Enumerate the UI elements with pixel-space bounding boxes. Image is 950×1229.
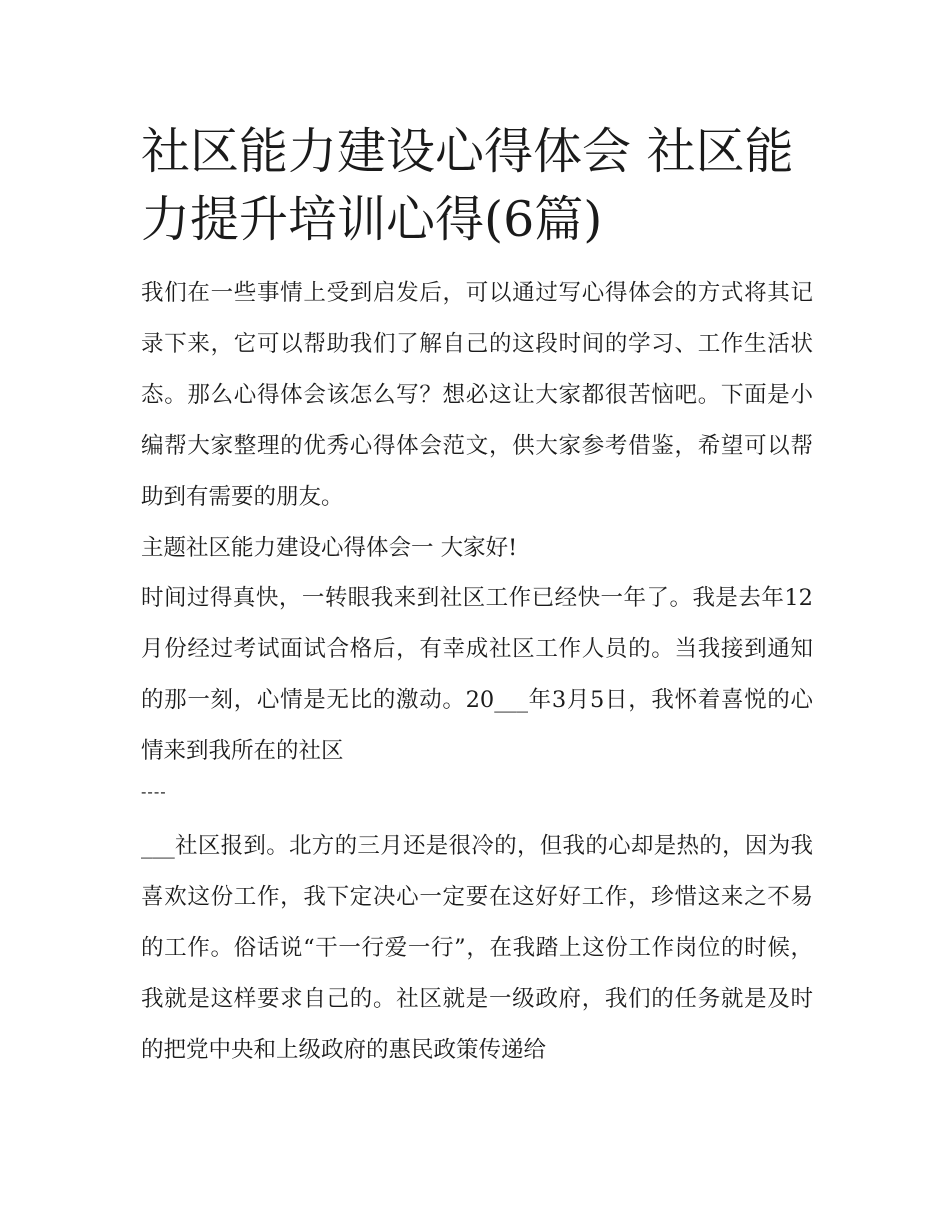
- page-separator: ----: [141, 782, 167, 801]
- body-paragraph-continued: ___社区报到。北方的三月还是很冷的，但我的心却是热的，因为我喜欢这份工作，我下定决心一定要在这好好工作，珍惜这来之不易的工作。俗话说“干一行爱一行”，在我踏上这份工作岗位的时候，我就是这样要求自己的。社区就是一级政府，我们的任务就是及时的把党中央和上级政府的惠民政策传递给: [141, 833, 813, 1063]
- section-heading: 主题社区能力建设心得体会一 大家好!: [141, 535, 518, 561]
- document-page: [141, 118, 813, 1076]
- document-title: 社区能力建设心得体会 社区能力提升培训心得(6篇): [141, 123, 794, 248]
- body-paragraph: 时间过得真快，一转眼我来到社区工作已经快一年了。我是去年12月份经过考试面试合格后，有幸成社区工作人员的。当我接到通知的那一刻，心情是无比的激动。20___年3月5日，我怀着喜悦的心情来到我所在的社区: [141, 585, 813, 764]
- intro-paragraph: 我们在一些事情上受到启发后，可以通过写心得体会的方式将其记录下来，它可以帮助我们了解自己的这段时间的学习、工作生活状态。那么心得体会该怎么写？想必这让大家都很苦恼吧。下面是小编帮大家整理的优秀心得体会范文，供大家参考借鉴，希望可以帮助到有需要的朋友。: [141, 280, 813, 510]
